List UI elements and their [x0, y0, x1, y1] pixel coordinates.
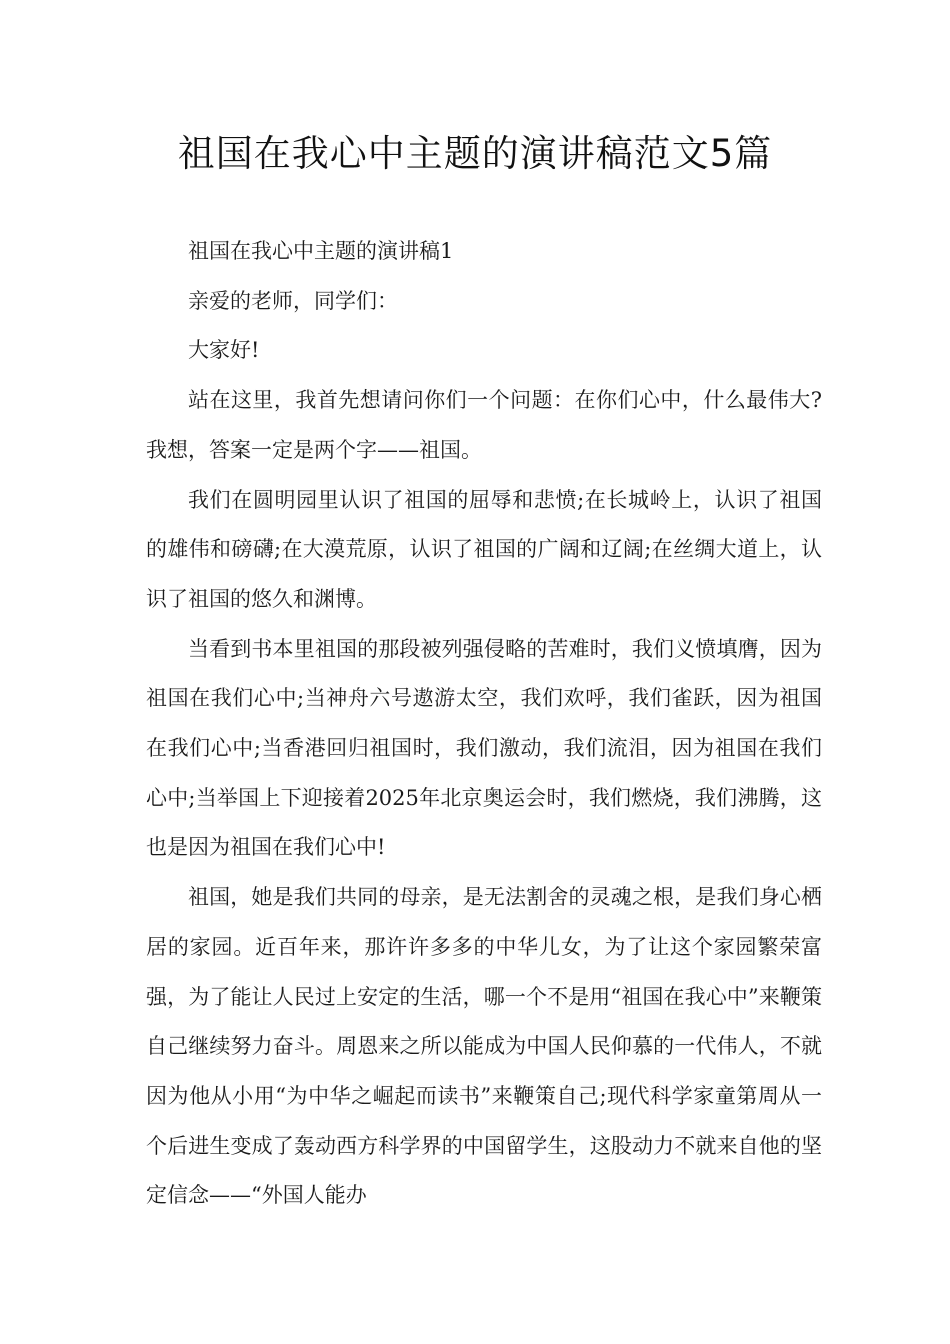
paragraph-greeting: 大家好!: [188, 338, 260, 363]
paragraph-heading: 祖国在我心中主题的演讲稿1: [188, 239, 454, 263]
paragraph: 站在这里，我首先想请问你们一个问题：在你们心中，什么最伟大?我想，答案一定是两个字——祖国。: [146, 388, 822, 462]
paragraph: 当看到书本里祖国的那段被列强侵略的苦难时，我们义愤填膺，因为祖国在我们心中;当神舟六号遨游太空，我们欢呼，我们雀跃，因为祖国在我们心中;当香港回归祖国时，我们激动，我们流泪，因为祖国在我们心中;当举国上下迎接着2025年北京奥运会时，我们燃烧，我们沸腾，这也是因为祖国在我们心中!: [146, 636, 822, 860]
paragraph-salutation: 亲爱的老师，同学们：: [188, 288, 398, 313]
document-title: 祖国在我心中主题的演讲稿范文5篇: [177, 132, 773, 175]
paragraph: 祖国，她是我们共同的母亲，是无法割舍的灵魂之根，是我们身心栖居的家园。近百年来，那许许多多的中华儿女，为了让这个家园繁荣富强，为了能让人民过上安定的生活，哪一个不是用“祖国在我心中”来鞭策自己继续努力奋斗。周恩来之所以能成为中国人民仰慕的一代伟人，不就因为他从小用“为中华之崛起而读书”来鞭策自己;现代科学家童第周从一个后进生变成了轰动西方科学界的中国留学生，这股动力不就来自他的坚定信念——“外国人能办: [146, 885, 822, 1208]
document-body: [146, 227, 822, 1221]
paragraph: 我们在圆明园里认识了祖国的屈辱和悲愤;在长城岭上，认识了祖国的雄伟和磅礴;在大漠荒原，认识了祖国的广阔和辽阔;在丝绸大道上，认识了祖国的悠久和渊博。: [146, 487, 822, 611]
